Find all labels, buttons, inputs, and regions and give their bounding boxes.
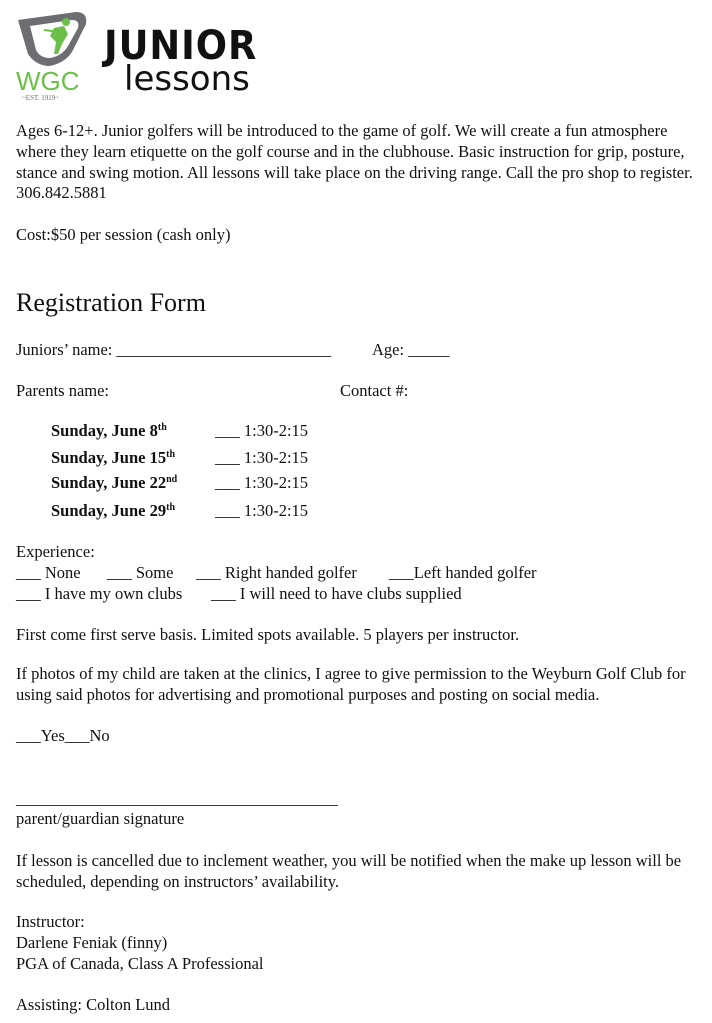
yes-no-options[interactable]: ___Yes___No (16, 726, 110, 745)
photo-consent-paragraph: If photos of my child are taken at the clinics, I agree to give permission to the Weyburn Golf Club for using said photos for advertising and promotional purposes and posting on social media. (16, 664, 686, 704)
intro-paragraph: Ages 6-12+. Junior golfers will be introduced to the game of golf. We will create a fun atmosphere where they learn etiquette on the golf course and in the clubhouse. Basic instruction for grip, posture, stance and swing motion. All lessons will take place on the driving range. Call the pro shop to register. 306.842.5881 (16, 121, 693, 203)
contact-field[interactable]: Contact #: (340, 381, 409, 400)
svg-text:WGC: WGC (16, 66, 80, 96)
experience-label: Experience: (16, 542, 95, 561)
clubs-option-supplied[interactable]: ___ I will need to have clubs supplied (211, 584, 462, 603)
page-title: JUNIOR (104, 23, 258, 69)
form-heading: Registration Form (16, 288, 206, 317)
experience-option-some[interactable]: ___ Some (107, 563, 174, 582)
weather-note: If lesson is cancelled due to inclement weather, you will be notified when the make up lesson will be scheduled, depending on instructors’ availability. (16, 851, 682, 891)
first-come-note: First come first serve basis. Limited spots available. 5 players per instructor. (16, 625, 520, 644)
junior-name-field[interactable]: Juniors’ name: __________________________ (16, 340, 332, 359)
page-subtitle: lessons (124, 59, 250, 99)
instructor-name: Darlene Feniak (finny) (16, 933, 168, 952)
clubs-option-own[interactable]: ___ I have my own clubs (16, 584, 183, 603)
signature-label: parent/guardian signature (16, 809, 185, 828)
cost-text: Cost:$50 per session (cash only) (16, 225, 231, 244)
parents-name-field[interactable]: Parents name: (16, 381, 110, 400)
wgc-logo (14, 10, 94, 102)
session-time-option[interactable]: ___ 1:30-2:15 (215, 501, 309, 520)
instructor-label: Instructor: (16, 912, 85, 931)
experience-option-left-handed[interactable]: ___Left handed golfer (389, 563, 537, 582)
golfer-logo-icon (14, 10, 94, 102)
instructor-title: PGA of Canada, Class A Professional (16, 954, 264, 973)
session-time-option[interactable]: ___ 1:30-2:15 (215, 421, 309, 440)
session-time-option[interactable]: ___ 1:30-2:15 (215, 448, 309, 467)
session-date: Sunday, June 8th (51, 421, 167, 440)
svg-text:~EST. 1919~: ~EST. 1919~ (22, 94, 59, 102)
session-time-option[interactable]: ___ 1:30-2:15 (215, 473, 309, 492)
age-field[interactable]: Age: _____ (372, 340, 450, 359)
experience-option-right-handed[interactable]: ___ Right handed golfer (196, 563, 357, 582)
session-date: Sunday, June 15th (51, 448, 176, 467)
session-date: Sunday, June 22nd (51, 473, 178, 492)
assisting-text: Assisting: Colton Lund (16, 995, 171, 1014)
signature-line[interactable]: _______________________________________ (16, 789, 338, 808)
session-date: Sunday, June 29th (51, 501, 176, 520)
experience-option-none[interactable]: ___ None (16, 563, 81, 582)
